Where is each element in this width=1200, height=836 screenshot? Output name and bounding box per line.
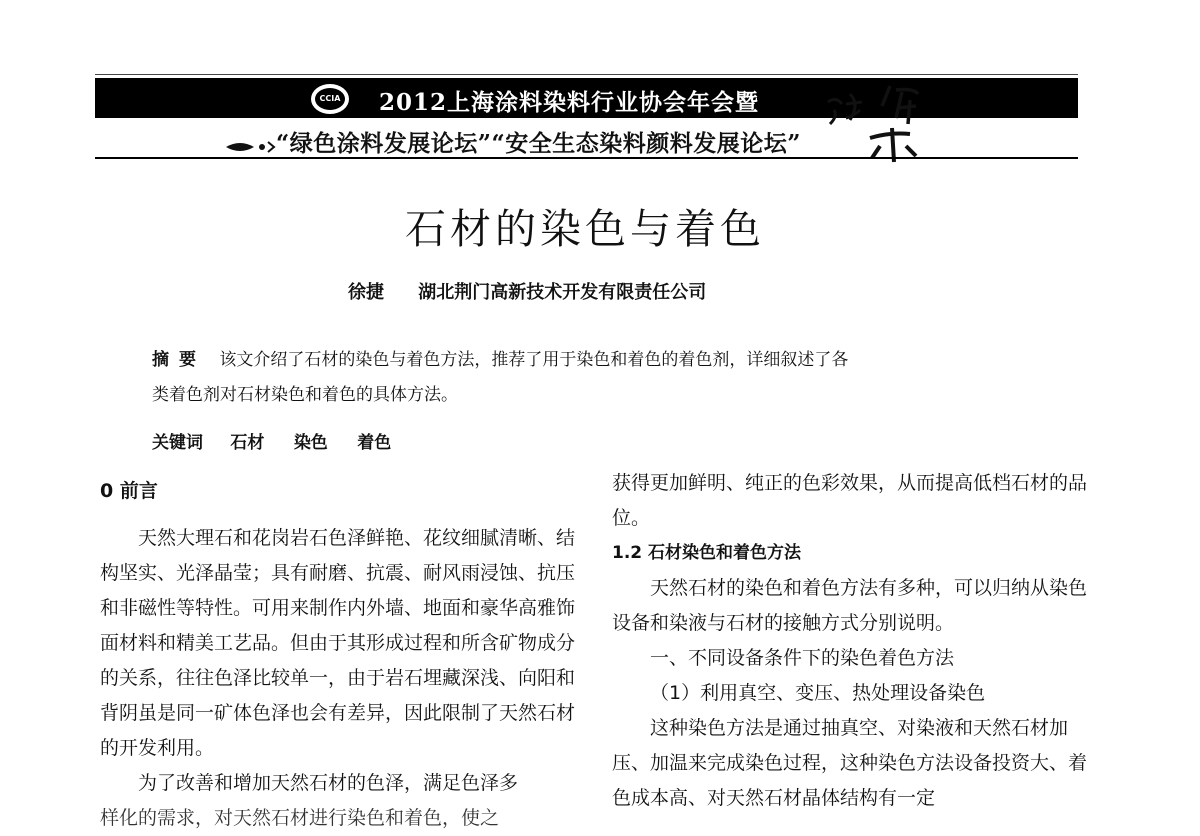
keywords-label: 关键词 [152, 433, 203, 453]
paper-title: 石材的染色与着色 [405, 205, 765, 253]
calligraphy-mark [820, 80, 950, 166]
left-column [100, 474, 575, 836]
body-paragraph: 为了改善和增加天然石材的色泽，满足色泽多 [138, 772, 519, 794]
abstract-line-2: 类着色剂对石材染色和着色的具体方法。 [152, 385, 458, 405]
keyword: 染色 [293, 433, 328, 453]
logo-text: CCIA [315, 88, 345, 110]
list-item: 一、不同设备条件下的染色着色方法 [650, 647, 955, 669]
abstract-text-1: 该文介绍了石材的染色与着色方法，推荐了用于染色和着色的着色剂，详细叙述了各 [219, 350, 849, 370]
byline [348, 278, 706, 304]
body-paragraph: 天然大理石和花岗岩石色泽鲜艳、花纹细腻清晰、结构坚实、光泽晶莹；具有耐磨、抗震、耐风雨浸蚀、抗压和非磁性等特性。可用来制作内外墙、地面和豪华高雅饰面材料和精美工艺品。但由于其形成过程和所含矿物成分的关系，往往色泽比较单一，由于岩石埋藏深浅、向阳和背阴虽是同一矿体色泽也会有差异，因此限制了天然石材的开发利用。 [100, 527, 576, 759]
keyword: 石材 [230, 433, 265, 453]
leaf-ornament-icon [224, 140, 276, 154]
author-affiliation: 湖北荆门高新技术开发有限责任公司 [418, 282, 707, 303]
section-heading-preface: 0 前言 [100, 480, 158, 502]
abstract-line-1 [152, 345, 848, 370]
forum-subtitle: “绿色涂料发展论坛”“安全生态染料颜料发展论坛” [276, 130, 801, 157]
association-logo [309, 82, 351, 116]
header-bottom-rule [95, 157, 1078, 159]
body-paragraph: 这种染色方法是通过抽真空、对染液和天然石材加压、加温来完成染色过程，这种染色方法设备投资大、着色成本高、对天然石材晶体结构有一定 [612, 717, 1088, 809]
section-heading-methods: 1.2 石材染色和着色方法 [612, 543, 802, 563]
keyword: 着色 [357, 433, 392, 453]
body-paragraph-continued: 获得更加鲜明、纯正的色彩效果，从而提高低档石材的品位。 [612, 472, 1088, 529]
banner-title: 2012上海涂料染料行业协会年会暨 [379, 89, 760, 116]
keywords [152, 428, 415, 453]
body-paragraph: 天然石材的染色和着色方法有多种，可以归纳从染色设备和染液与石材的接触方式分别说明。 [612, 577, 1088, 634]
list-item: （1）利用真空、变压、热处理设备染色 [650, 682, 986, 704]
right-column [612, 466, 1090, 816]
abstract-label: 摘要 [152, 350, 206, 370]
author-name: 徐捷 [348, 282, 384, 303]
header-top-rule [95, 74, 1078, 75]
body-paragraph-cut: 样化的需求，对天然石材进行染色和着色，使之 [100, 807, 500, 829]
